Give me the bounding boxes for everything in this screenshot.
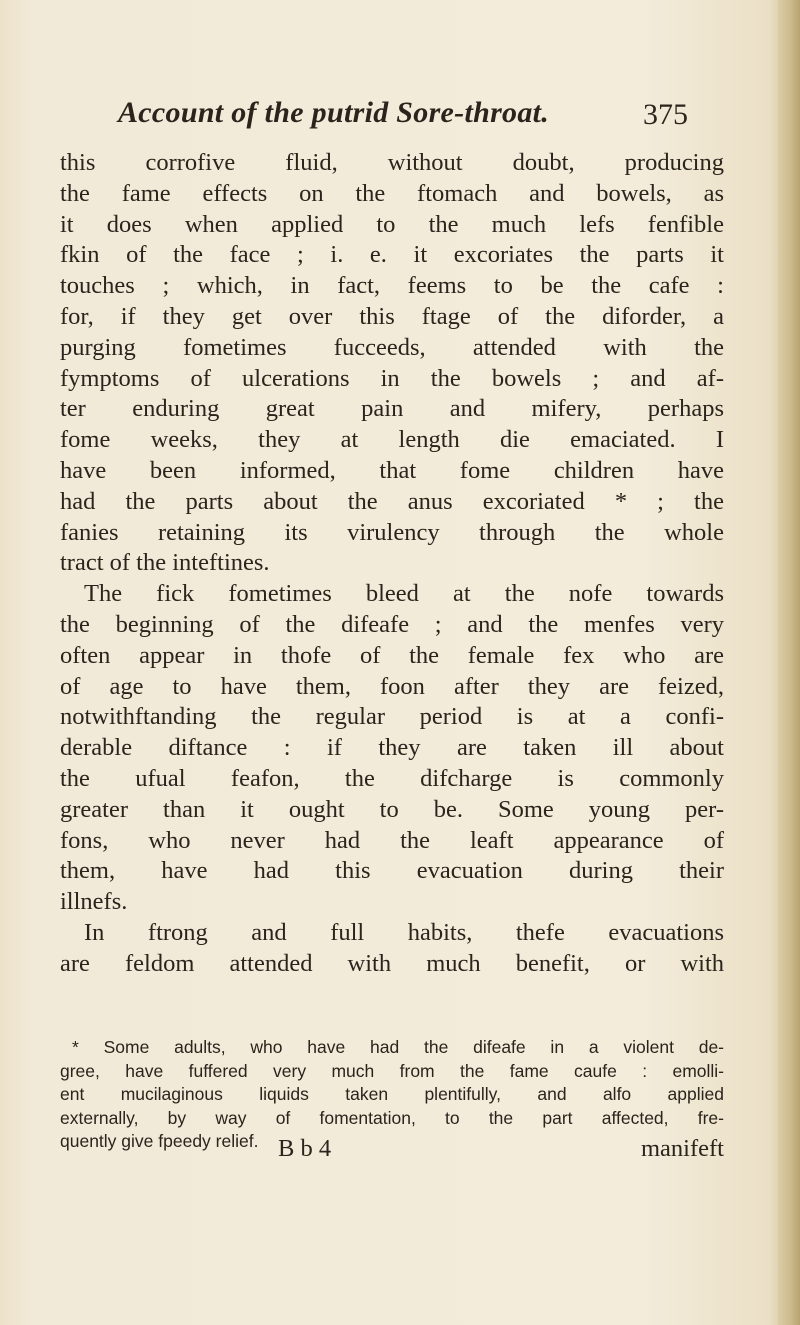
text-line: for, if they get over this ftage of the diforder, a [60,302,724,330]
body-text [60,148,724,980]
text-line: derable diftance : if they are taken ill about [60,734,724,762]
page-edge [778,0,800,1325]
page-footer [60,1135,724,1169]
signature-mark: B b 4 [278,1135,332,1162]
text-line: fanies retaining its virulency through the whole [60,518,724,546]
footnote-line: externally, by way of fomentation, to the part affected, fre- [60,1107,724,1128]
footnote-line: ent mucilaginous liquids taken plentifully, and alfo applied [60,1084,724,1104]
text-line: ter enduring great pain and mifery, perhaps [60,395,724,423]
text-line: fome weeks, they at length die emaciated. I [60,426,724,454]
text-line: of age to have them, foon after they are feized, [60,672,724,700]
text-line: purging fometimes fucceeds, attended with the [60,333,724,361]
footnote-line: quently give fpeedy relief. [60,1131,259,1151]
text-line: this corrofive fluid, without doubt, producing [60,149,724,176]
text-line: touches ; which, in fact, feems to be the cafe : [60,272,724,300]
running-head: Account of the putrid Sore-throat. [118,96,550,129]
text-line: fymptoms of ulcerations in the bowels ; and af- [60,364,724,392]
text-line: the beginning of the difeafe ; and the menfes very [60,610,724,638]
text-line: are feldom attended with much benefit, or with [60,949,724,977]
text-line: the ufual feafon, the difcharge is commonly [60,764,724,792]
catchword: manifeft [641,1135,724,1162]
footnote-line: * Some adults, who have had the difeafe in a violent de- [72,1037,724,1057]
text-line: them, have had this evacuation during their [60,857,724,885]
text-line: illnefs. [60,888,128,916]
text-line: notwithftanding the regular period is at a confi- [60,703,724,731]
text-line: had the parts about the anus excoriated * ; the [60,487,724,515]
footnote-line: gree, have fuffered very much from the fame caufe : emolli- [60,1060,724,1081]
text-line: often appear in thofe of the female fex who are [60,641,724,669]
text-line: have been informed, that fome children have [60,456,724,484]
page-number: 375 [643,98,688,131]
text-line: greater than it ought to be. Some young per- [60,795,724,823]
text-line: fkin of the face ; i. e. it excoriates the parts it [60,241,724,269]
page-header [118,96,718,140]
text-line: In ftrong and full habits, thefe evacuations [84,918,724,946]
text-line: tract of the inteftines. [60,549,270,577]
text-line: it does when applied to the much lefs fenfible [60,210,724,238]
text-line: fons, who never had the leaft appearance of [60,826,724,854]
text-line: the fame effects on the ftomach and bowels, as [60,179,724,207]
text-line: The fick fometimes bleed at the nofe towards [84,580,724,608]
